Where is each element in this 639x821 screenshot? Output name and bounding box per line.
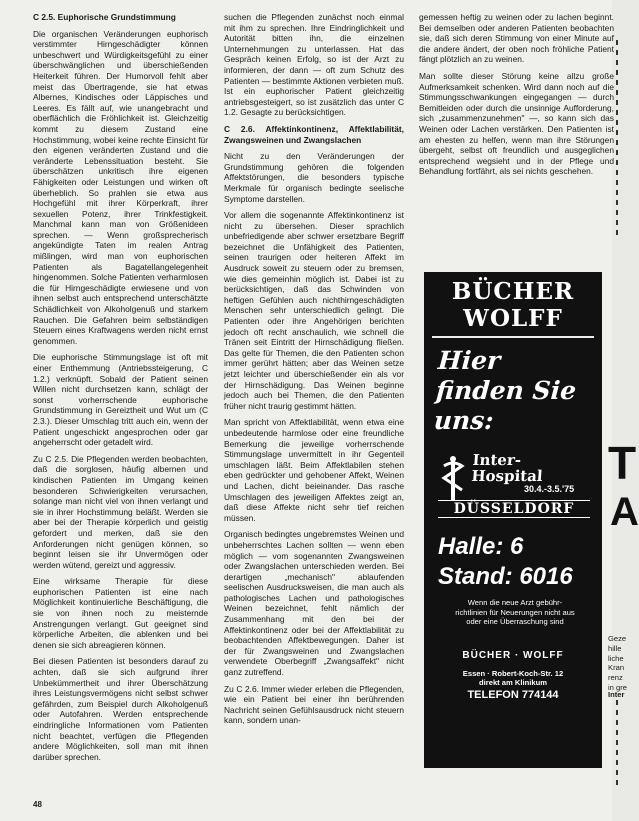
ad-shop-name bbox=[432, 278, 594, 338]
ad-contact bbox=[432, 650, 594, 701]
text-column-left bbox=[33, 12, 208, 768]
caduceus-icon bbox=[438, 456, 468, 502]
ad-brand: BÜCHER · WOLFF bbox=[462, 650, 564, 661]
fair-city: DÜSSELDORF bbox=[438, 500, 590, 518]
fair-name bbox=[471, 452, 591, 484]
body-paragraph: suchen die Pflegenden zunächst noch einmal mit ihm zu sprechen. Ihre Eindringlichkeit und Autorität bitten ihn, die einzelnen Unternehmungen zu unterlassen. Hat das Gespräch keinen Erfolg, so ist der Arzt zu informieren, der dann — oft zum Schutz des Patienten — bestimmte Aktionen verbieten muß. Ist ein euphorischer Patient gleichzeitig antriebsgesteigert, so ist zusätzlich das unter C 1.2. Gesagte zu berücksichtigen. bbox=[224, 12, 404, 118]
fair-dates: 30.4.-3.5.'75 bbox=[524, 484, 575, 494]
adjacent-snippet-line: Geze bbox=[608, 634, 627, 643]
ad-phone: TELEFON 774144 bbox=[467, 689, 559, 701]
body-paragraph: Man spricht von Affektlabilität, wenn etwa eine unbedeutende harmlose oder eine freundliche Bemerkung die jeweilige vorherrschende Stimmungslage unvermittelt in ihr Gegenteil umschlagen läßt. Beim Affektlabilen stehen eben gedrückter und gehobener Affekt, Weinen und Lachen, dicht beieinander. Das rasche Umschlagen des jeweiligen Affektes zeigt an, daß diese Affekte nicht sehr tief reichen müssen. bbox=[224, 417, 404, 523]
adjacent-snippet-line: Kran bbox=[608, 663, 625, 673]
section-heading: C 2.6. Affektinkontinenz, Affektlabilität, Zwangsweinen und Zwangslachen bbox=[224, 123, 404, 145]
bookshop-advertisement bbox=[424, 272, 602, 768]
body-paragraph: Man sollte dieser Störung keine allzu große Aufmerksamkeit schenken. Wird dann noch auf die Stimmungsschwankungen eingegangen — durch Bemitleiden oder durch die unsinnige Aufforderung, sich „zusammenzunehmen" —, so kann sich das Weinen oder Lachen verstärken. Den Patienten ist am ehesten zu helfen, wenn man ihre Störungen übergeht, selbst oft freundlich und ausgeglichen entsprechend wegsieht und in der Pflege und Behandlung fortfährt, als sei nichts geschehen. bbox=[419, 70, 614, 177]
adjacent-text-snippet bbox=[608, 634, 627, 693]
body-paragraph: Eine wirksame Therapie für diese euphorischen Patienten ist eine nach Möglichkeit kontinuierliche Beschäftigung, die sie von ihnen noch zu meisternde Anstrengungen verlangt. Gut geeignet sind körperliche Arbeiten, die ablenken und bei denen sie sich abreagieren können. bbox=[33, 576, 208, 650]
body-paragraph: Die organischen Veränderungen euphorisch verstimmter Hirngeschädigter können unbeschwert und Würdigkeitsgefühl zu einer überschwänglichen und überschießenden Heiterkeit führen. Der Humorvoll fehlt aber meist das Übertragende, sie hat etwas Albernes, Kindisches oder Läppisches und Leeres. Es fällt auf, wie unangebracht und oberflächlich die Fröhlichkeit ist. Gleichzeitig kommt zu diesem Zustand eine Hochstimmung, wobei keine rechte Einsicht für den eigenen veränderten Zustand und die veränderte Lebenssituation besteht. Sie überschätzen unkritisch ihre eigenen Fähigkeiten oder Leistungen und wirken oft überheblich. So prahlen sie etwa aus Hochgefühl mit ihrer Körperkraft, ihrer sexuellen Potenz, ihrer Trinkfestigkeit. Manchmal kann man von Größenideen sprechen. — Wenn großsprecherisch angekündigte Taten im realen Antrag mißlingen, wird man von euphorischen Patienten als Bagatellangelegenheit hingenommen. Solche Patienten verharmlosen die für Hirngeschädigte erwiesene und von ihnen selbst auch entsprechend unterschätzte Schädlichkeit von Alkoholgenuß und starkem Rauchen. Die Gefahren beim selbständigen Steuern eines Kraftwagens werden nicht ernst genommen. bbox=[33, 28, 208, 346]
ad-stand: Stand: 6016 bbox=[438, 563, 573, 590]
fold-dashes-top bbox=[616, 40, 618, 240]
ad-address-note: direkt am Klinikum bbox=[479, 678, 547, 687]
body-paragraph: Zu C 2.6. Immer wieder erleben die Pflegenden, wie ein Patient bei einer ihn berührenden Nachricht seinen Gefühlsausdruck nicht steuern kann, sondern unan- bbox=[224, 683, 404, 726]
body-paragraph: gemessen heftig zu weinen oder zu lachen beginnt. Bei demselben oder anderen Patienten beobachten sie, daß sich deren Stimmung von einer Minute auf die andere ändert, der oben noch fröhliche Patient fängt plötzlich an zu weinen. bbox=[419, 12, 614, 65]
adjacent-big-letter-1: T bbox=[608, 437, 637, 489]
body-paragraph: Organisch bedingtes ungebremstes Weinen und unbeherrschtes Lachen sollten — wenn eben möglich — vom sogenannten Zwangsweinen oder Zwangslachen unterschieden werden. Bei derartigen „mechanisch" ablaufenden seelischen Ausdrucksweisen, die man auch als pathologisches Lachen und pathologisches Weinen bezeichnet, fehlt nämlich der Zusammenhang mit den bei der Affektinkontinenz oder bei der Affektlabilität zu beobachtenden Affektbewegungen. Daher ist der für Zwangsweinen und Zwangslachen verwendete Oberbegriff „Zwangsaffekt" nicht ganz zutreffend. bbox=[224, 529, 404, 678]
adjacent-snippet-line: renz bbox=[608, 673, 623, 683]
body-paragraph: Die euphorische Stimmungslage ist oft mit einer Enthemmung (Antriebssteigerung, C 1.2.) verknüpft. Sobald der Patient seinen Willen nicht durchsetzen kann, schlägt der sonst vorherrschende euphorische Grundstimmung in Gereiztheit und Wut um (C 2.3.). Dieser Umschlag tritt auch ein, wenn der Patient ungeschickt angesprochen oder gar angeherrscht oder getadelt wird. bbox=[33, 352, 208, 448]
ad-headline-line2: finden Sie bbox=[435, 376, 578, 405]
body-paragraph: Bei diesen Patienten ist besonders darauf zu achten, daß sie sich aufgrund ihrer Unbekümmertheit und ihrer Überschätzung ihres Leistungsvermögens nicht selbst schwer gefährden, zum Beispiel durch Alkoholgenuß oder Autofahren. Werden entsprechende eindringliche Informationen vom Patienten nicht beachtet, verfügen die Pflegenden andere Möglichkeiten, soll man mit ihnen darüber sprechen. bbox=[33, 656, 208, 762]
ad-address: Essen · Robert-Koch-Str. 12 bbox=[462, 669, 564, 678]
body-paragraph: Zu C 2.5. Die Pflegenden werden beobachten, daß die sorglosen, häufig albernen und kindischen Patienten im Umgang keinen besonderen Schwierigkeiten verursachen, solange man nicht viel von ihnen verlangt und sie in ihrer Hochstimmung beläßt. Werden sie aber bei der Therapie körperlich und geistig gefordert und merken, daß sie den Anforderungen nicht genügen können, so beginnt leisen sie ihr Unvermögen oder werden wütend, gereizt und aggressiv. bbox=[33, 453, 208, 570]
ad-headline-line3: uns: bbox=[432, 406, 495, 435]
adjacent-snippet-line: hille bbox=[608, 643, 622, 653]
ad-shop-line2: WOLFF bbox=[463, 305, 563, 332]
adjacent-snippet-line: liche bbox=[608, 653, 624, 663]
body-paragraph: Nicht zu den Veränderungen der Grundstimmung gehören die folgenden Affektstörungen, die besonders typische Merkmale für organisch bedingte seelische Symptome darstellen. bbox=[224, 151, 404, 204]
fair-name-line1: Inter- bbox=[471, 451, 522, 469]
ad-info-line3: oder eine Überraschung sind bbox=[466, 617, 564, 627]
text-column-right bbox=[419, 12, 614, 183]
adjacent-inter-label: Inter bbox=[608, 690, 625, 699]
section-heading: C 2.5. Euphorische Grundstimmung bbox=[33, 12, 176, 22]
ad-info-text bbox=[432, 598, 598, 627]
page-number: 48 bbox=[33, 800, 42, 809]
fold-dashes-bottom bbox=[616, 700, 618, 790]
ad-info-line2: richtlinien für Neuerungen nicht aus bbox=[455, 607, 575, 617]
ad-headline bbox=[433, 346, 601, 436]
adjacent-snippet-line: in gre bbox=[608, 682, 627, 692]
adjacent-big-letter-2: A bbox=[610, 490, 639, 534]
ad-shop-line1: BÜCHER bbox=[451, 278, 575, 305]
text-column-middle bbox=[224, 12, 404, 732]
inter-hospital-block bbox=[438, 452, 590, 518]
ad-hall-stand bbox=[438, 532, 600, 592]
ad-info-line1: Wenn die neue Arzt gebühr- bbox=[467, 598, 563, 607]
fair-name-line2: Hospital bbox=[470, 467, 544, 485]
body-paragraph: Vor allem die sogenannte Affektinkontinenz ist nicht zu übersehen. Dieser sprachlich unbefriedigende aber schwer ersetzbare Begriff bezeichnet die Unfähigkeit des Patienten, seinen traurigen oder heiteren Affekt im Ausdruck soweit zu steuern oder zu bremsen, wie dies gemeinhin möglich ist. Dabei ist zu berücksichtigen, daß das Schwinden von heftigen Gefühlen auch nichthirngeschädigten Menschen sehr unterschiedlich gelingt. Die Patienten oder ihre Angehörigen berichten jedoch oft recht anschaulich, wie schnell die Tränen seit Eintritt der Hirnschädigung fließen. Das gelte für Themen, die den Patienten schon immer gerührt hätten; aber das Weinen setze jetzt leichter und überschießender ein als vor der Hirnschädigung. Das Weinen beginne jedoch auch bei Themen, die den Patienten früher nicht traurig gestimmt hätten. bbox=[224, 210, 404, 411]
ad-headline-line1: Hier bbox=[437, 346, 502, 375]
ad-hall: Halle: 6 bbox=[438, 533, 524, 560]
